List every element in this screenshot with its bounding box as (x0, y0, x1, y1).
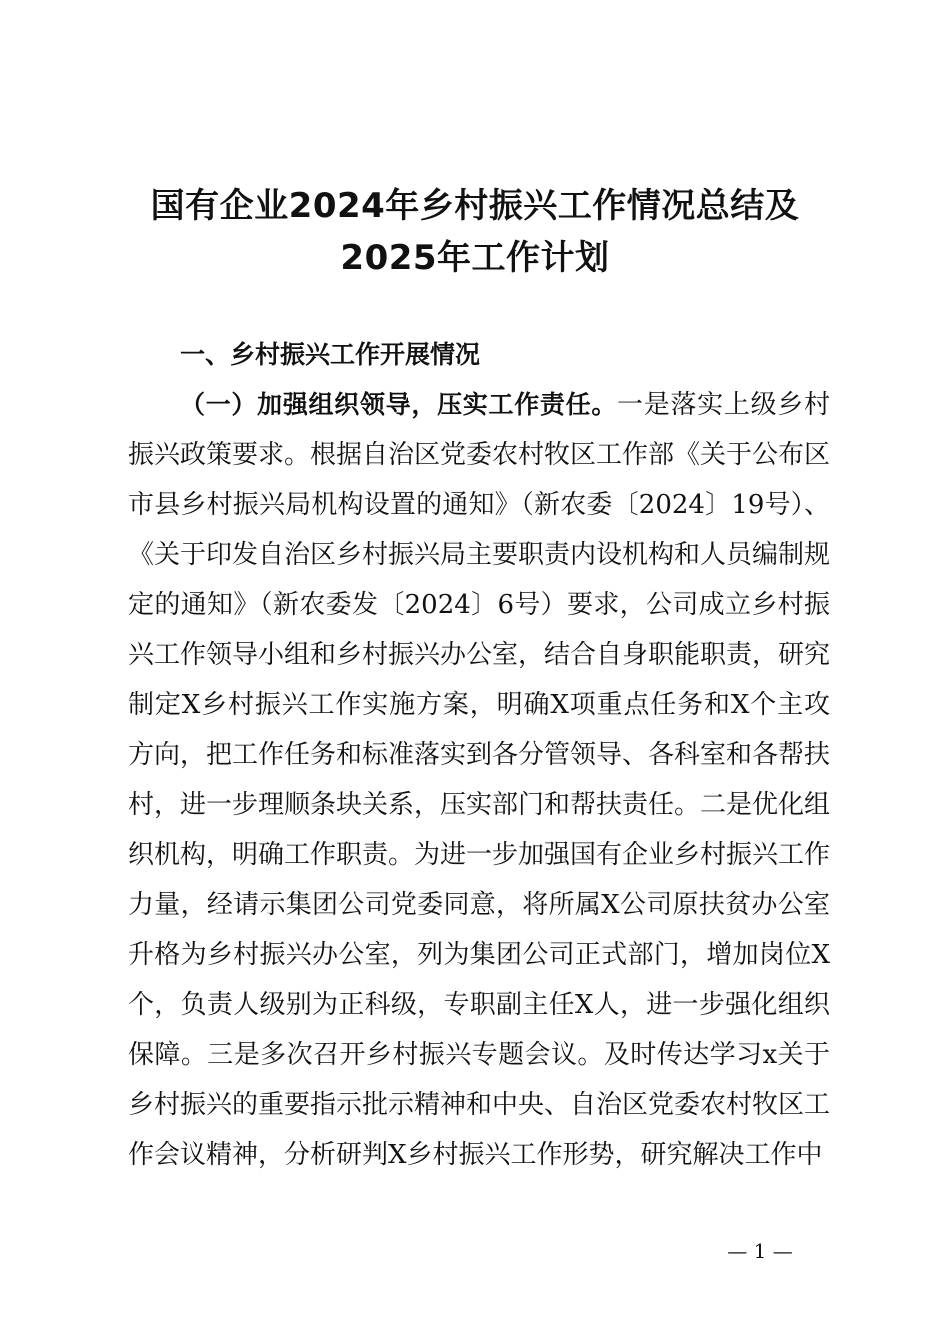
page-number: — 1 — (727, 1239, 793, 1263)
paragraph (128, 380, 830, 1180)
paragraph-lead: （一）加强组织领导，压实工作责任。 (180, 390, 618, 419)
section-heading: 一、乡村振兴工作开展情况 (180, 340, 481, 369)
title-line-2: 2025年工作计划 (340, 238, 610, 278)
paragraph-text: 一是落实上级乡村振兴政策要求。根据自治区党委农村牧区工作部《关于公布区市县乡村振兴局机构设置的通知》（新农委〔2024〕19号）、《关于印发自治区乡村振兴局主要职责内设机构和人员编制规定的通知》（新农委发〔2024〕6号）要求，公司成立乡村振兴工作领导小组和乡村振兴办公室，结合自身职能职责，研究制定X乡村振兴工作实施方案，明确X项重点任务和X个主攻方向，把工作任务和标准落实到各分管领导、各科室和各帮扶村，进一步理顺条块关系，压实部门和帮扶责任。二是优化组织机构，明确工作职责。为进一步加强国有企业乡村振兴工作力量，经请示集团公司党委同意，将所属X公司原扶贫办公室升格为乡村振兴办公室，列为集团公司正式部门，增加岗位X个，负责人级别为正科级，专职副主任X人，进一步强化组织保障。三是多次召开乡村振兴专题会议。及时传达学习x关于乡村振兴的重要指示批示精神和中央、自治区党委农村牧区工作会议精神，分析研判X乡村振兴工作形势，研究解决工作中 (128, 390, 831, 1170)
document-body (128, 330, 830, 1180)
document-title (110, 180, 840, 284)
title-line-1: 国有企业2024年乡村振兴工作情况总结及 (150, 186, 800, 226)
